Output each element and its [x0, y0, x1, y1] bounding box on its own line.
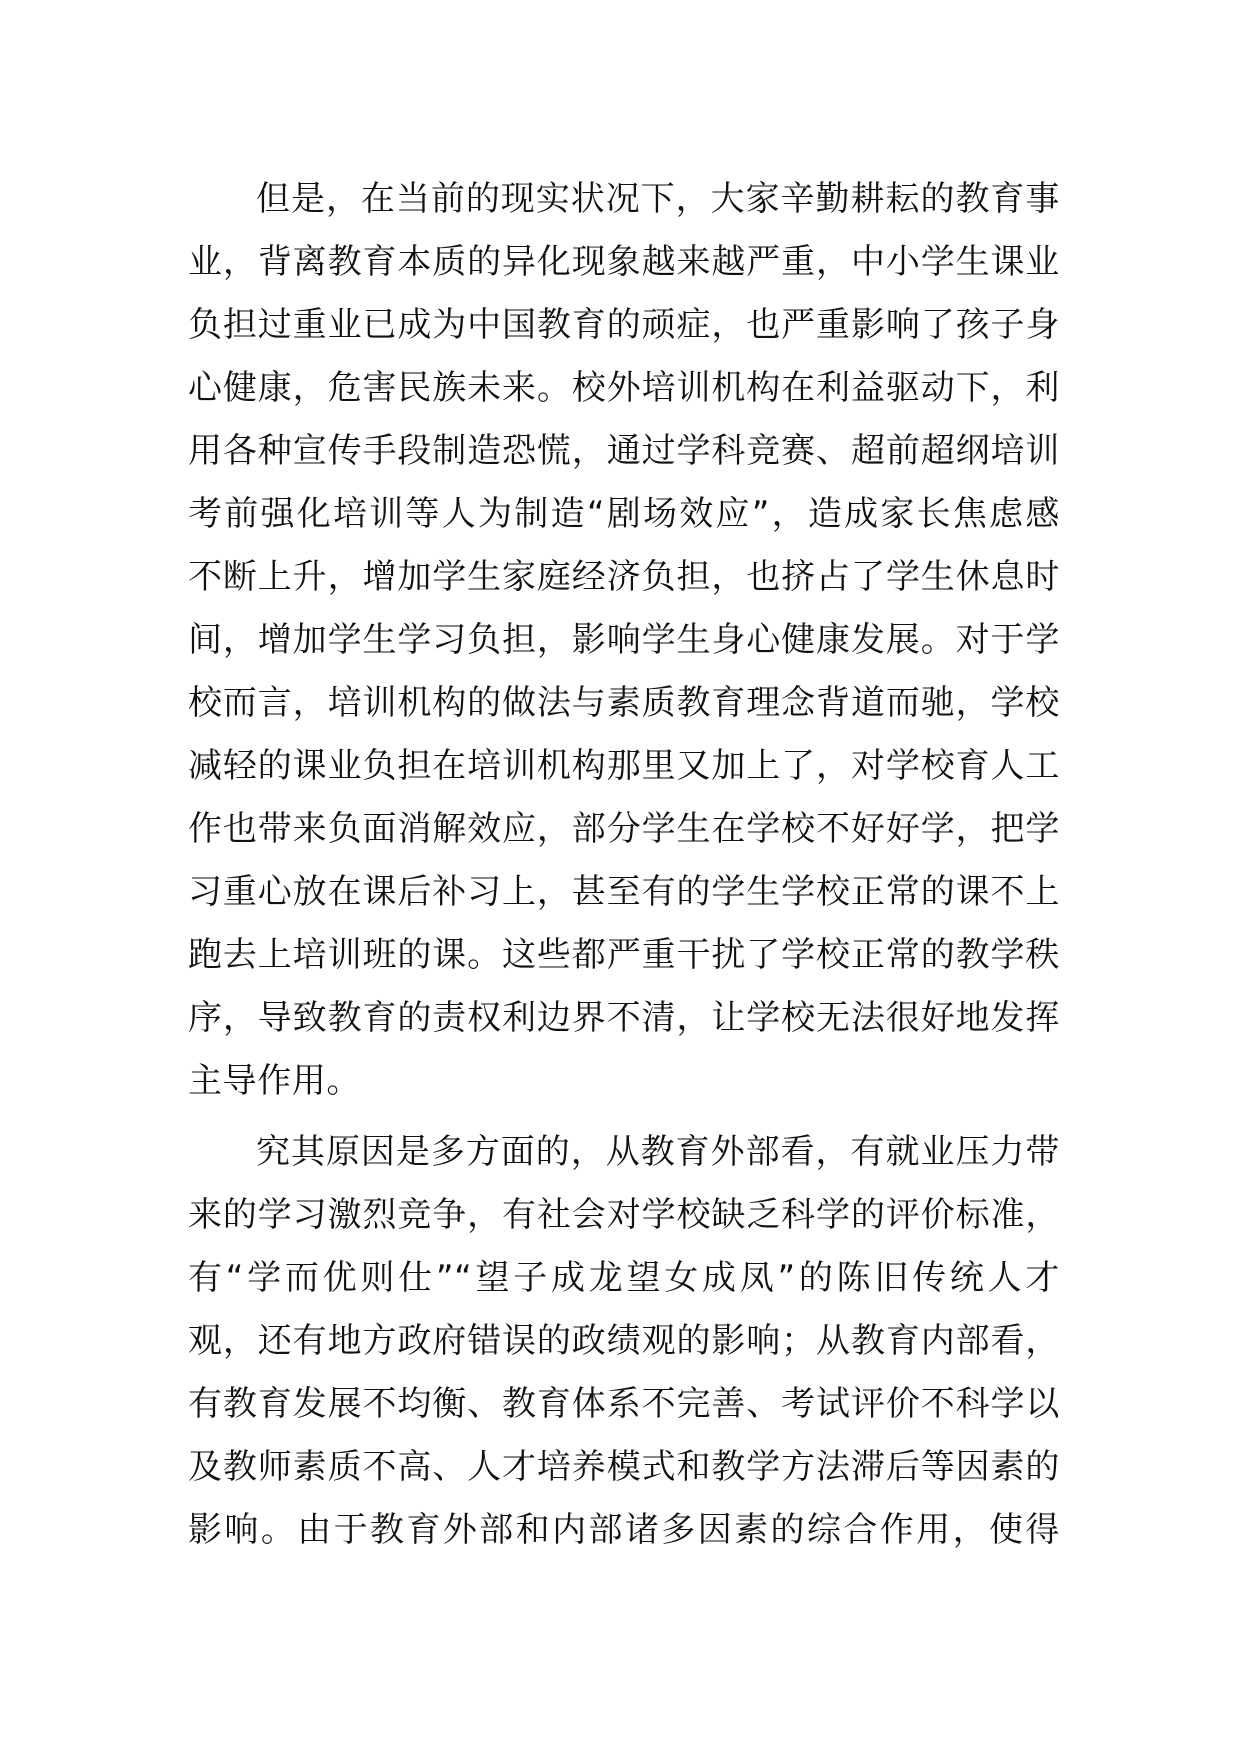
paragraph-line: 但是，在当前的现实状况下，大家辛勤耕耘的教育事: [256, 179, 1060, 219]
paragraph-2: [188, 1121, 1060, 1562]
paragraph-line: 序，导致教育的责权利边界不清，让学校无法很好地发挥: [188, 998, 1060, 1038]
paragraph-spacing: [188, 1113, 1060, 1121]
paragraph-line: 究其原因是多方面的，从教育外部看，有就业压力带: [256, 1132, 1060, 1172]
paragraph-line: 用各种宣传手段制造恐慌，通过学科竞赛、超前超纲培训: [188, 431, 1060, 471]
paragraph-line: 间，增加学生学习负担，影响学生身心健康发展。对于学: [188, 620, 1060, 660]
paragraph-line: 习重心放在课后补习上，甚至有的学生学校正常的课不上: [188, 872, 1060, 912]
paragraph-line: 考前强化培训等人为制造“剧场效应”，造成家长焦虑感: [188, 494, 1060, 534]
paragraph-line: 跑去上培训班的课。这些都严重干扰了学校正常的教学秩: [188, 935, 1060, 975]
paragraph-1: [188, 168, 1060, 1113]
paragraph-line: 心健康，危害民族未来。校外培训机构在利益驱动下，利: [188, 368, 1060, 408]
paragraph-line: 影响。由于教育外部和内部诸多因素的综合作用，使得: [188, 1510, 1060, 1550]
body-text: [188, 168, 1060, 1562]
paragraph-line: 主导作用。: [188, 1061, 361, 1101]
paragraph-line: 校而言，培训机构的做法与素质教育理念背道而驰，学校: [188, 683, 1060, 723]
paragraph-line: 观，还有地方政府错误的政绩观的影响；从教育内部看，: [188, 1321, 1060, 1361]
paragraph-line: 业，背离教育本质的异化现象越来越严重，中小学生课业: [188, 242, 1060, 282]
paragraph-line: 来的学习激烈竞争，有社会对学校缺乏科学的评价标准，: [188, 1195, 1060, 1235]
paragraph-line: 作也带来负面消解效应，部分学生在学校不好好学，把学: [188, 809, 1060, 849]
paragraph-line: 有教育发展不均衡、教育体系不完善、考试评价不科学以: [188, 1384, 1060, 1424]
paragraph-line: 不断上升，增加学生家庭经济负担，也挤占了学生休息时: [188, 557, 1060, 597]
paragraph-line: 减轻的课业负担在培训机构那里又加上了，对学校育人工: [188, 746, 1060, 786]
paragraph-line: 及教师素质不高、人才培养模式和教学方法滞后等因素的: [188, 1447, 1060, 1487]
paragraph-line: 有“学而优则仕”“望子成龙望女成凤”的陈旧传统人才: [188, 1258, 1060, 1298]
paragraph-line: 负担过重业已成为中国教育的顽症，也严重影响了孩子身: [188, 305, 1060, 345]
